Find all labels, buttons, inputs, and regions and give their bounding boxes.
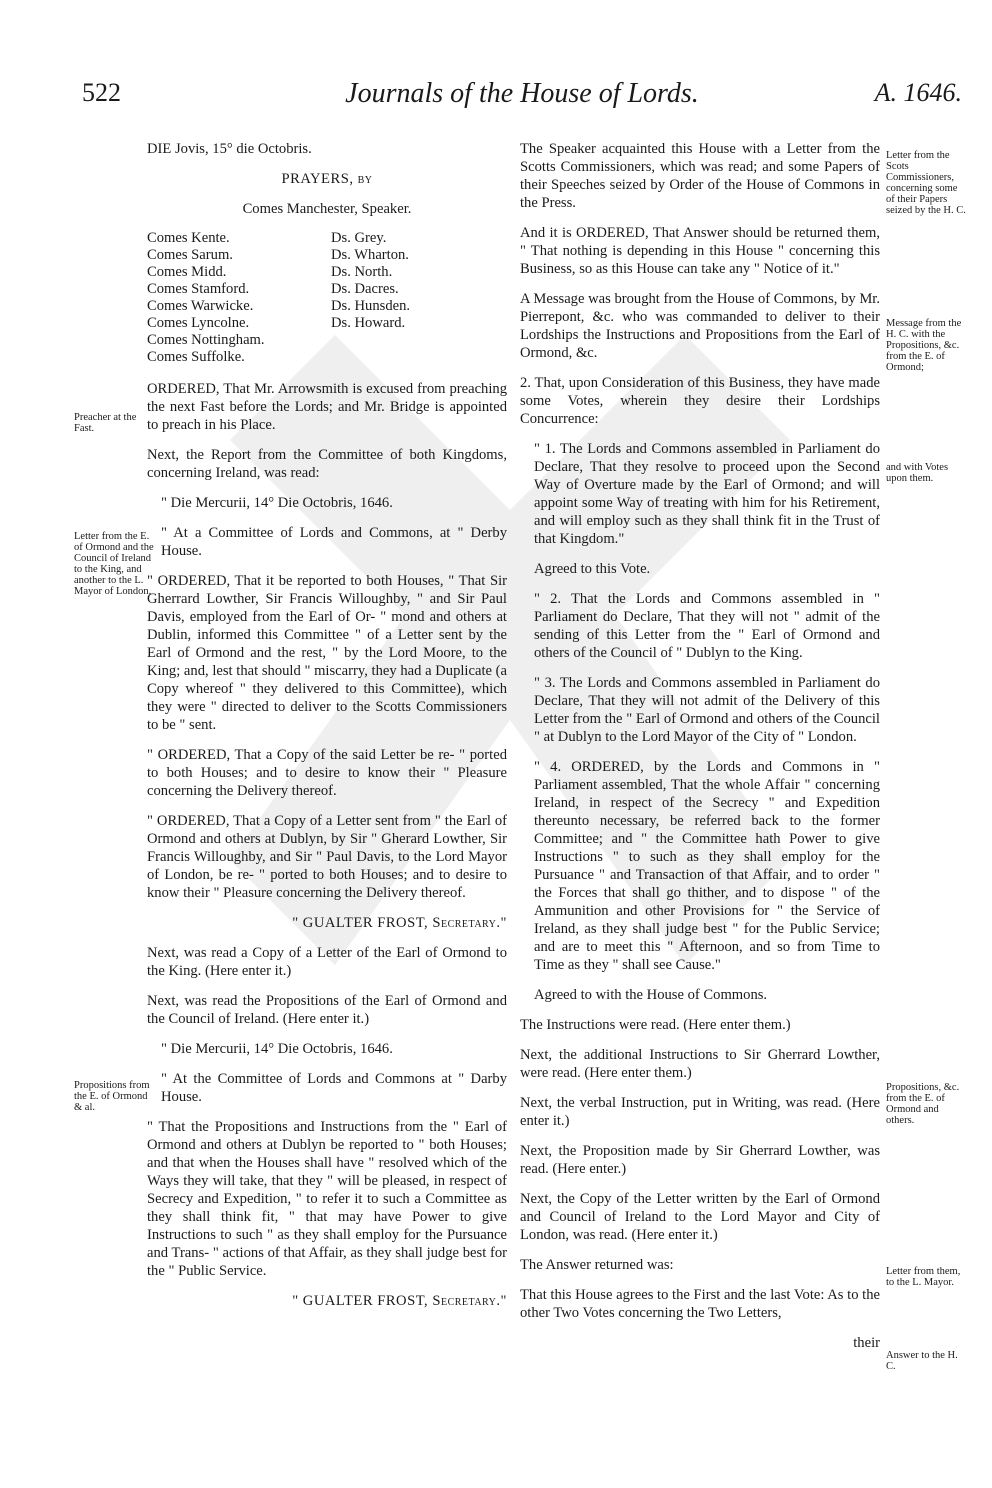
speaker-paragraph: The Speaker acquainted this House with a Letter from the Scotts Commissioners, which was read; and some Papers of their Speeches seized by Order of the House of Commons in the Press.	[520, 141, 880, 211]
committee-heading-2: " At the Committee of Lords and Commons at " Darby House.	[161, 1071, 507, 1105]
report-paragraph: Next, the Report from the Committee of both Kingdoms, concerning Ireland, was read:	[147, 447, 507, 481]
margin-note-ormond-propositions: Propositions, &c. from the E. of Ormond and others.	[886, 1082, 960, 1126]
list-item: Ds. North.	[331, 264, 393, 280]
vote-3: " 3. The Lords and Commons assembled in Parliament do Declare, That they will not admit of the Delivery of this Letter from the " Earl of Ormond and others of the Council " at Dublyn to the Lord Mayor of the City of " London.	[534, 675, 880, 745]
order-preacher: ORDERED, That Mr. Arrowsmith is excused from preaching the next Fast before the Lords; and Mr. Bridge is appointed to preach in his Place.	[147, 381, 507, 433]
margin-note-letter-mayor: Letter from them, to the L. Mayor.	[886, 1266, 961, 1288]
propositions-paragraph: Next, was read the Propositions of the Earl of Ormond and the Council of Ireland. (Here enter it.)	[147, 993, 507, 1027]
list-item: Ds. Howard.	[331, 315, 406, 331]
instructions-paragraph: The Instructions were read. (Here enter them.)	[520, 1017, 791, 1033]
order-paragraph-1: " ORDERED, That it be reported to both Houses, " That Sir Gherrard Lowther, Sir Francis Willoughby, " and Sir Paul Davis, employed from the Earl of Or- " mond and others at Dublin, informed this Committee " of a Letter sent by the Earl of Ormond and the rest, " by the Lord Moore, to the King; and, lest that should " miscarry, they had a Duplicate (a Copy whereof " they delivered to this Committee), which they were " directed to deliver to the Scotts Commissioners to be " sent.	[147, 573, 507, 733]
margin-note-preacher: Preacher at the Fast.	[74, 412, 137, 434]
additional-instructions: Next, the additional Instructions to Sir Gherrard Lowther, were read. (Here enter them.)	[520, 1047, 880, 1081]
list-item: Comes Suffolke.	[147, 349, 245, 365]
list-item: Ds. Grey.	[331, 230, 387, 246]
propositions-order: " That the Propositions and Instructions from the " Earl of Ormond and others at Dublyn be reported to " both Houses; and that when the Houses shall have " resolved which of the Ways they will take, that they " will be pleased, in respect of Secrecy and Expedition, " to refer it to such a Committee as they shall think fit, " that may have Power to give Instructions to such " as they shall employ for the Pursuance and Trans- " actions of that Affair, as they shall judge best for the " Public Service.	[147, 1119, 507, 1279]
answer-paragraph: That this House agrees to the First and the last Vote: As to the other Two Votes concerning the Two Letters,	[520, 1287, 880, 1321]
margin-note-scots-letter: Letter from the Scots Commissioners, concerning some of their Papers seized by the H. C.	[886, 150, 966, 216]
prayers-line: PRAYERS, by	[281, 171, 373, 187]
page-title: Journals of the House of Lords.	[345, 78, 699, 109]
list-item: Comes Lyncolne.	[147, 315, 250, 331]
list-item: Comes Kente.	[147, 230, 230, 246]
vote-2: " 2. That the Lords and Commons assembled in " Parliament do Declare, That they will not " admit of the sending of this Letter from the " Earl of Ormond and others of the Council of " Dublyn to the King.	[534, 591, 880, 661]
margin-note-message: Message from the H. C. with the Propositions, &c. from the E. of Ormond;	[886, 318, 962, 373]
votes-intro: 2. That, upon Consideration of this Business, they have made some Votes, wherein they desire their Lordships Concurrence:	[520, 375, 880, 427]
year-label: A. 1646.	[874, 78, 962, 107]
list-item: Comes Stamford.	[147, 281, 250, 297]
order-paragraph-2: " ORDERED, That a Copy of the said Letter be re- " ported to both Houses; and to desire to know their " Pleasure concerning the Delivery thereof.	[147, 747, 507, 799]
date-line: DIE Jovis, 15° die Octobris.	[147, 141, 312, 157]
committee-heading-1: " At a Committee of Lords and Commons, at " Derby House.	[161, 525, 507, 559]
list-item: Ds. Hunsden.	[331, 298, 411, 314]
committee-date-2: " Die Mercurii, 14° Die Octobris, 1646.	[161, 1041, 393, 1057]
attendees-barons	[331, 230, 507, 366]
answer-order: And it is ORDERED, That Answer should be returned them, " That nothing is depending in this House " concerning this Business, so as this House can take any " Notice of it."	[520, 225, 880, 277]
letter-copy-paragraph: Next, the Copy of the Letter written by the Earl of Ormond and Council of Ireland to the Lord Mayor and City of London, was read. (Here enter it.)	[520, 1191, 880, 1243]
margin-note-propositions: Propositions from the E. of Ormond & al.	[74, 1080, 150, 1113]
vote-4: " 4. ORDERED, by the Lords and Commons in " Parliament assembled, That the whole Affair " concerning Ireland, in respect of the Secrecy " and Expedition thereunto necessary, be referred back to the former Committee; and " the Committee hath Power to give Instructions " to such as they shall employ for the Pursuance " and Transaction of that Affair, and to order " the Forces that shall go thither, and to dispose " of the Ammunition and other Provisions for " the Service of Ireland, as they shall judge best " for the Public Service; and are to meet this " Afternoon, and so from Time to Time as they " shall see Cause."	[534, 759, 880, 973]
speaker-line: Comes Manchester, Speaker.	[242, 201, 412, 217]
running-header	[82, 78, 962, 118]
catchword: their	[853, 1335, 880, 1351]
page-number: 522	[82, 78, 121, 107]
vote-4-agreed: Agreed to with the House of Commons.	[534, 987, 768, 1003]
list-item: Ds. Dacres.	[331, 281, 399, 297]
right-column	[520, 140, 880, 1364]
signature-1: " GUALTER FROST, Secretary."	[292, 915, 507, 931]
left-column	[147, 140, 507, 1322]
order-paragraph-3: " ORDERED, That a Copy of a Letter sent from " the Earl of Ormond and others at Dublyn, by Sir " Gherard Lowther, Sir Francis Willoughby, and Sir " Paul Davis, to the Lord Mayor of London, be re- " ported to both Houses; and to desire to know their " Pleasure concerning the Delivery thereof.	[147, 813, 507, 901]
list-item: Comes Warwicke.	[147, 298, 254, 314]
answer-heading: The Answer returned was:	[520, 1257, 674, 1273]
attendees-earls	[147, 230, 323, 366]
copy-paragraph: Next, was read a Copy of a Letter of the Earl of Ormond to the King. (Here enter it.)	[147, 945, 507, 979]
proposition-paragraph: Next, the Proposition made by Sir Gherrard Lowther, was read. (Here enter.)	[520, 1143, 880, 1177]
list-item: Ds. Wharton.	[331, 247, 409, 263]
list-item: Comes Nottingham.	[147, 332, 265, 348]
list-item: Comes Sarum.	[147, 247, 233, 263]
margin-note-answer: Answer to the H. C.	[886, 1350, 958, 1372]
margin-note-letter: Letter from the E. of Ormond and the Council of Ireland to the King, and another to the L. Mayor of London.	[74, 531, 154, 597]
margin-note-votes: and with Votes upon them.	[886, 462, 949, 484]
verbal-instruction: Next, the verbal Instruction, put in Writing, was read. (Here enter it.)	[520, 1095, 880, 1129]
list-item: Comes Midd.	[147, 264, 227, 280]
attendance-list	[147, 230, 507, 366]
committee-date-1: " Die Mercurii, 14° Die Octobris, 1646.	[161, 495, 393, 511]
vote-1-agreed: Agreed to this Vote.	[534, 561, 651, 577]
message-paragraph: A Message was brought from the House of Commons, by Mr. Pierrepont, &c. who was commanded to deliver to their Lordships the Instructions and Propositions from the Earl of Ormond, &c.	[520, 291, 880, 361]
signature-2: " GUALTER FROST, Secretary."	[292, 1293, 507, 1309]
vote-1: " 1. The Lords and Commons assembled in Parliament do Declare, That they resolve to proceed upon the Second Way of Overture made by the Earl of Ormond; and will appoint some Way of treating with him for his Retirement, and will employ such as they shall think fit in the Trust of that Kingdom."	[534, 441, 880, 547]
